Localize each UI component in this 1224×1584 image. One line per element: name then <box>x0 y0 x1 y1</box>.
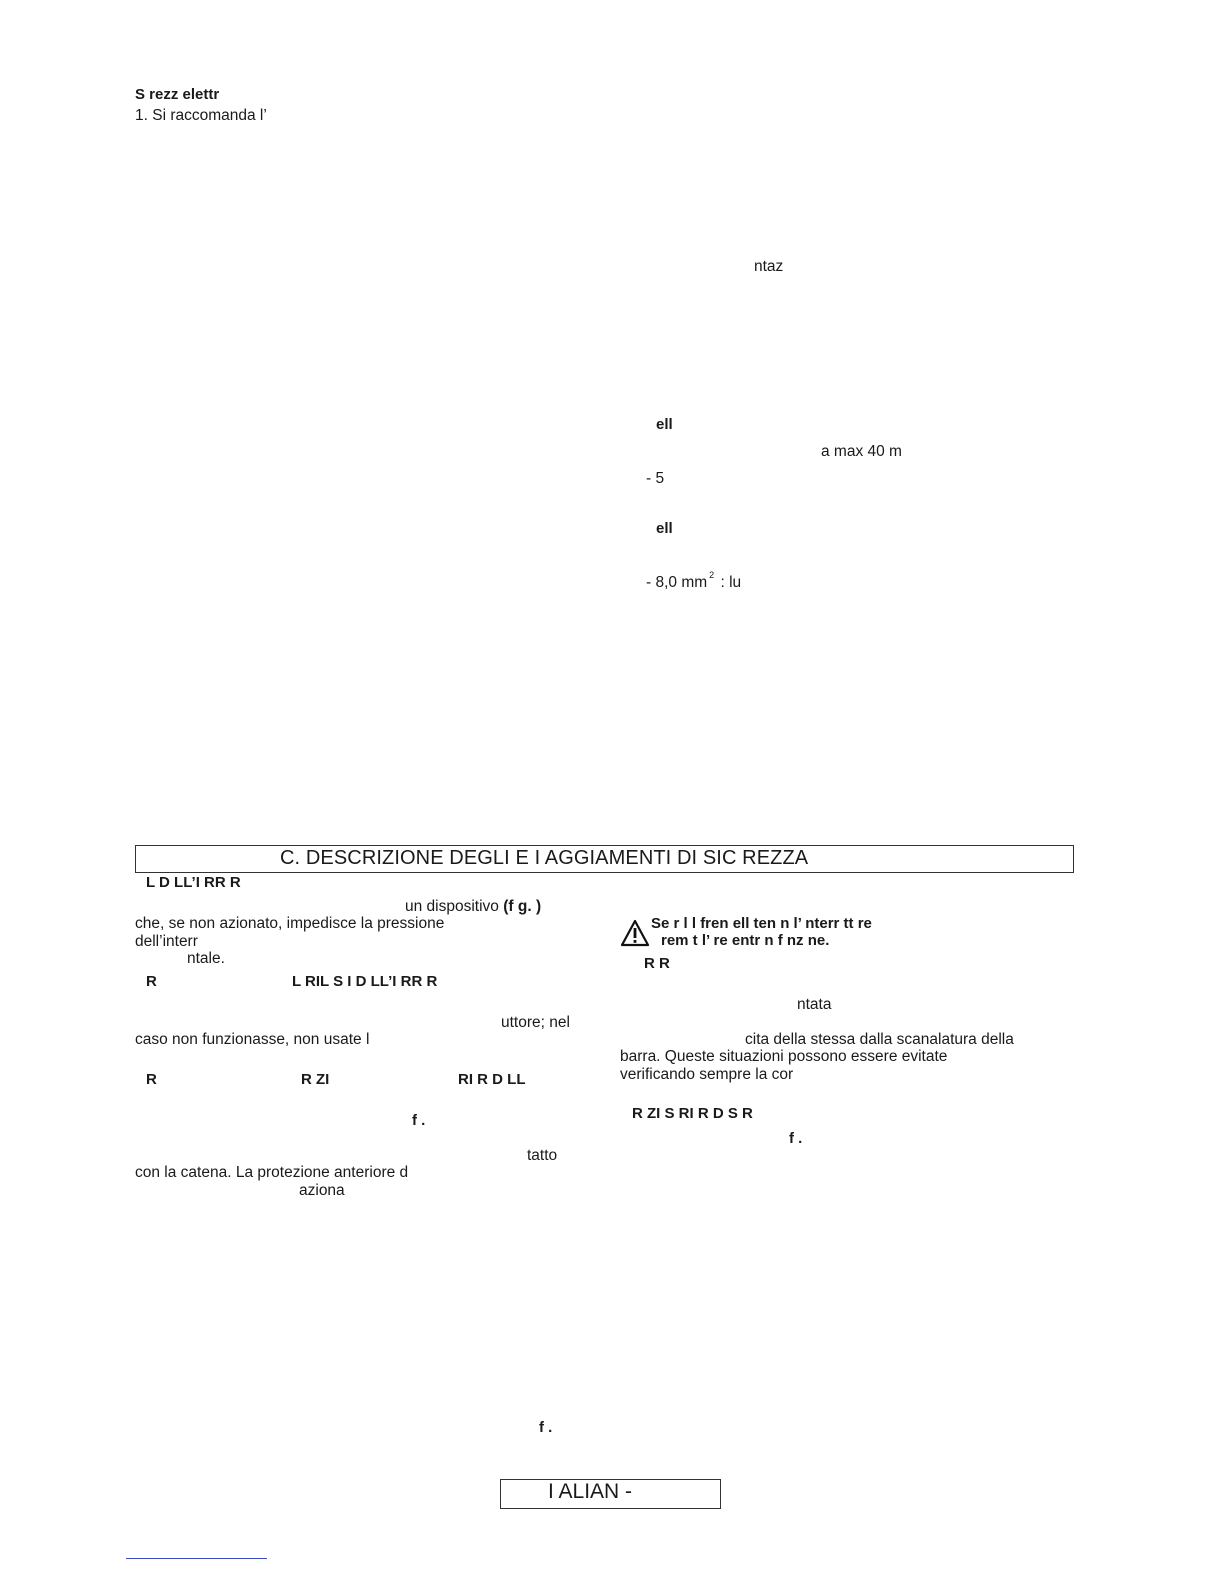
text-fragment: - 5 <box>646 470 665 487</box>
subheading: L D LL’I RR R <box>146 874 241 891</box>
text-span: un dispositivo <box>405 898 499 915</box>
warning-text: rem t l’ re entr n f nz ne. <box>661 932 830 949</box>
footer-rule <box>126 1558 267 1559</box>
subheading: L RIL S I D LL’I RR R <box>292 973 438 990</box>
subheading: R ZI S RI R D S R <box>632 1105 753 1122</box>
paragraph-line: uttore; nel <box>501 1014 570 1031</box>
text-fragment: ntaz <box>754 258 784 275</box>
text-fragment <box>646 570 742 593</box>
text-fragment: ell <box>656 520 673 537</box>
paragraph-line: ntata <box>797 996 832 1013</box>
list-item-1: 1. Si raccomanda l’ <box>135 107 267 124</box>
subheading: R R <box>644 955 670 972</box>
paragraph-line: tatto <box>527 1147 558 1164</box>
subheading-marker: R <box>146 973 157 990</box>
figure-ref: f . <box>412 1112 426 1129</box>
paragraph-line: dell’interr <box>135 933 198 950</box>
paragraph-line: aziona <box>299 1182 345 1199</box>
paragraph-line: che, se non azionato, impedisce la pressione <box>135 915 445 932</box>
paragraph-line: verificando sempre la cor <box>620 1066 794 1083</box>
paragraph-line: cita della stessa dalla scanalatura della <box>745 1031 1014 1048</box>
superscript: 2 <box>709 570 715 580</box>
warning-icon <box>620 919 650 947</box>
subheading: RI R D LL <box>458 1071 526 1088</box>
text-fragment: a max 40 m <box>821 443 902 460</box>
figure-ref: f . <box>539 1419 553 1436</box>
page-language-label: I ALIAN - <box>548 1480 633 1503</box>
paragraph-line <box>405 898 541 915</box>
paragraph-line: caso non funzionasse, non usate l <box>135 1031 370 1048</box>
paragraph-line: con la catena. La protezione anteriore d <box>135 1164 409 1181</box>
cable-size-text: - 8,0 mm <box>646 574 708 591</box>
paragraph-line: ntale. <box>187 950 225 967</box>
text-fragment: ell <box>656 416 673 433</box>
subheading: R ZI <box>301 1071 330 1088</box>
figure-ref: (f g. ) <box>503 898 542 915</box>
section-title: C. DESCRIZIONE DEGLI E I AGGIAMENTI DI SIC REZZA <box>280 847 809 869</box>
paragraph-line: barra. Queste situazioni possono essere evitate <box>620 1048 948 1065</box>
subheading-marker: R <box>146 1071 157 1088</box>
section-heading: S rezz elettr <box>135 86 220 103</box>
figure-ref: f . <box>789 1130 803 1147</box>
cable-length-text: : lu <box>720 574 742 591</box>
warning-text: Se r l l fren ell ten n l’ nterr tt re <box>651 915 872 932</box>
